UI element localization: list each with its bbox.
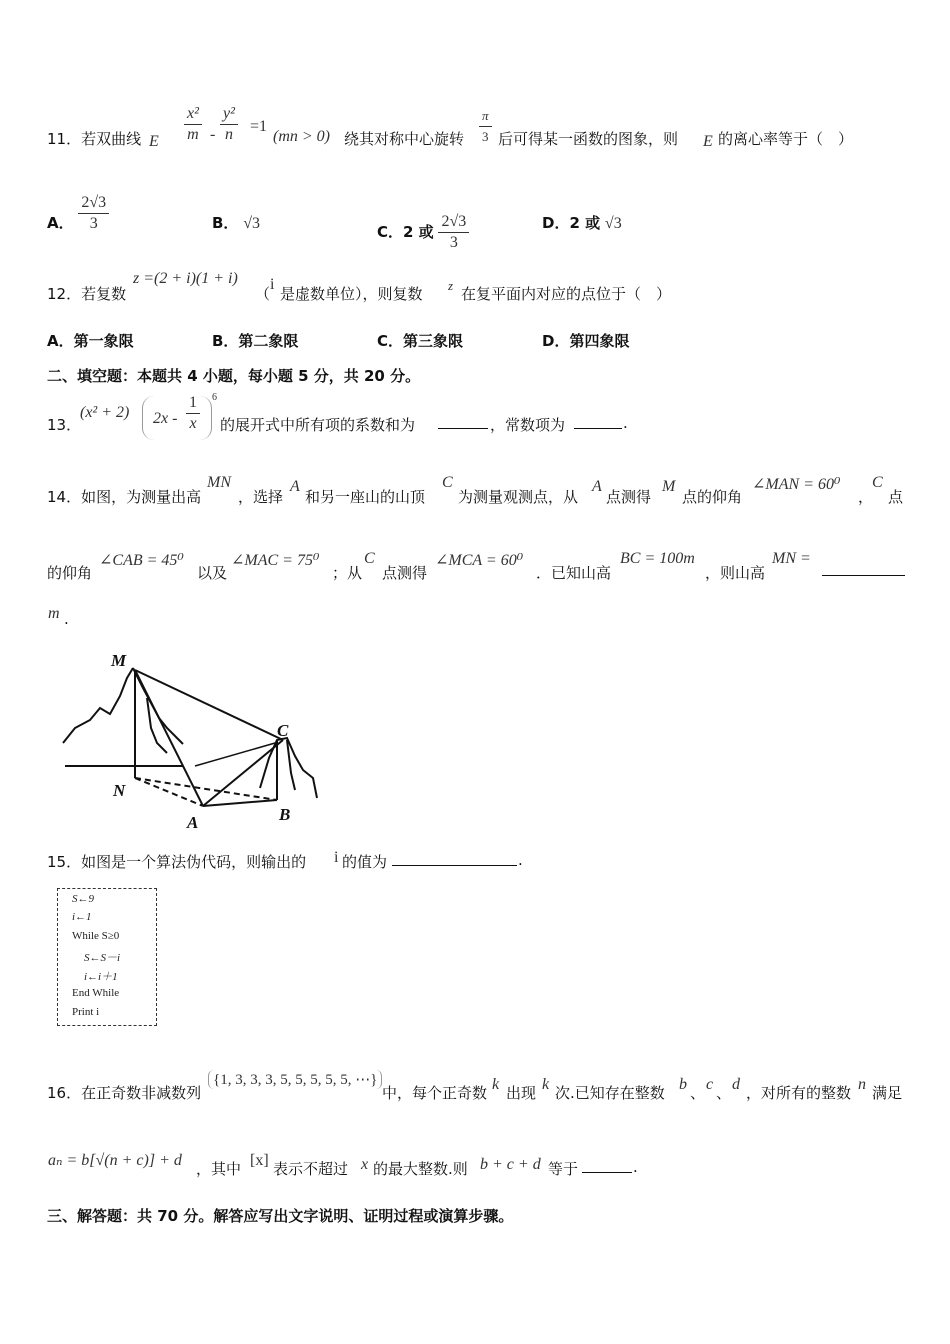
q16-t7: ，其中 xyxy=(196,1160,242,1178)
q11-eq1: =1 xyxy=(250,118,268,135)
q14-angle2: ∠CAB = 45⁰ xyxy=(99,552,184,569)
q12-z: z xyxy=(448,278,454,293)
q14-t4: 为测量观测点，从 xyxy=(458,488,579,506)
line-NB xyxy=(135,778,277,800)
q16-sequence: {1, 3, 3, 3, 5, 5, 5, 5, 5, ⋯} xyxy=(208,1070,382,1089)
q16-t9: 的最大整数.则 xyxy=(373,1160,468,1178)
q13-num: 13． xyxy=(47,416,82,434)
q16-n: n xyxy=(858,1076,866,1093)
q12-end: 在复平面内对应的点位于（ ） xyxy=(461,285,672,303)
q16-formula-an: aₙ = b[√(n + c)] + d xyxy=(48,1152,182,1169)
q11-option-c[interactable] xyxy=(377,212,469,253)
q11-minus: - xyxy=(210,126,216,143)
q15-i: i xyxy=(334,849,339,866)
label-B: B xyxy=(279,805,291,824)
q11-frac-x: $\frac{\text{x²}}{m}$ xyxy=(184,104,202,145)
q11-option-a[interactable] xyxy=(47,194,109,234)
q16-c: c xyxy=(706,1076,714,1093)
q12-option-c[interactable]: C．第三象限 xyxy=(377,332,464,350)
code-line: End While xyxy=(72,987,120,999)
label-A: A xyxy=(187,813,199,832)
q11-prefix: 11．若双曲线 xyxy=(47,130,142,148)
q14-t11: ；从 xyxy=(332,564,363,582)
q13-text2: ，常数项为 xyxy=(490,416,566,434)
q15-pseudocode-box xyxy=(57,888,157,1026)
q14-t13: ．已知山高 xyxy=(536,564,612,582)
q11-optD-val: √3 xyxy=(604,215,622,232)
q12-option-d[interactable]: D．第四象限 xyxy=(542,332,630,350)
q16-d: d xyxy=(732,1076,740,1093)
q16-t4: 次.已知存在整数 xyxy=(555,1084,665,1102)
q14-end: . xyxy=(64,610,69,628)
q11-optB-val: √3 xyxy=(243,215,260,232)
q11-E2: E xyxy=(703,133,713,150)
label-N: N xyxy=(113,781,126,800)
q14-t2: ，选择 xyxy=(238,488,284,506)
q15-text: 15．如图是一个算法伪代码，则输出的 xyxy=(47,853,307,871)
q14-unit: m xyxy=(48,605,60,622)
q13-factor2: 2x - xyxy=(153,410,178,427)
q14-A: A xyxy=(290,478,300,495)
q16-t1: 16．在正奇数非减数列 xyxy=(47,1084,202,1102)
code-line: i←i＋1 xyxy=(84,971,118,983)
label-M: M xyxy=(111,651,127,670)
q11-frac-y: $\frac{\text{y²}}{n}$ xyxy=(220,104,238,145)
q16-t8: 表示不超过 xyxy=(273,1160,349,1178)
q14-mountain-figure xyxy=(55,648,355,833)
left-mountain-slope xyxy=(63,668,133,743)
line-MA xyxy=(135,670,203,806)
q12-formula: z =(2 + i)(1 + i) xyxy=(133,270,238,287)
code-line: S←9 xyxy=(72,893,94,905)
q11-optC-frac: $\frac{2√3}{3}$ xyxy=(438,212,469,253)
q13-frac: $\frac{1}{x}$ xyxy=(186,393,200,434)
q14-A2: A xyxy=(592,478,602,495)
q11-mid2: 后可得某一函数的图象，则 xyxy=(498,130,679,148)
q16-x: x xyxy=(361,1156,369,1173)
q14-C2: C xyxy=(872,474,883,491)
q11-option-b[interactable] xyxy=(212,212,260,233)
q14-angle3: ∠MAC = 75⁰ xyxy=(231,552,320,569)
q14-t14: ，则山高 xyxy=(705,564,766,582)
q12-i: i xyxy=(270,276,275,293)
q13-blank-1[interactable] xyxy=(438,414,488,429)
section-2-heading: 二、填空题：本题共 4 小题，每小题 5 分，共 20 分。 xyxy=(47,367,421,385)
q15-end: . xyxy=(518,851,523,869)
q13-factor1: (x² + 2) xyxy=(80,404,130,421)
q11-option-d[interactable] xyxy=(542,212,622,233)
q15-blank[interactable] xyxy=(392,851,517,866)
line-AB xyxy=(203,800,277,806)
q11-cond: (mn > 0) xyxy=(273,128,331,145)
line-NA xyxy=(135,778,203,806)
q14-bc: BC = 100m xyxy=(620,550,695,567)
q11-E: E xyxy=(149,133,159,150)
q16-k: k xyxy=(492,1076,500,1093)
code-line: S←S－i xyxy=(84,952,121,964)
option-label: B． xyxy=(212,214,239,232)
section-3-heading: 三、解答题：共 70 分。解答应写出文字说明、证明过程或演算步骤。 xyxy=(47,1207,514,1225)
label-C: C xyxy=(277,721,289,740)
q16-sum: b + c + d xyxy=(480,1156,541,1173)
q12-option-b[interactable]: B．第二象限 xyxy=(212,332,299,350)
q14-C: C xyxy=(442,474,453,491)
q14-t10: 以及 xyxy=(197,564,228,582)
q14-t6: 点的仰角 xyxy=(682,488,743,506)
code-line: Print i xyxy=(72,1006,100,1018)
q12-option-a[interactable]: A．第一象限 xyxy=(47,332,134,350)
q11-end: 的离心率等于（ ） xyxy=(718,130,854,148)
q16-floor: [x] xyxy=(250,1152,269,1169)
q11-pi-3: $\frac{\pi}{3}$ xyxy=(479,106,492,147)
q16-k2: k xyxy=(542,1076,550,1093)
q14-t5: 点测得 xyxy=(606,488,652,506)
q16-b: b xyxy=(679,1076,687,1093)
q16-end: . xyxy=(633,1158,638,1176)
horizon-right xyxy=(195,743,275,766)
q14-t9: 的仰角 xyxy=(47,564,93,582)
q12-stem xyxy=(47,283,126,304)
q14-t12: 点测得 xyxy=(382,564,428,582)
q16-t3: 出现 xyxy=(506,1084,537,1102)
q11-optA-frac: $\frac{2√3}{3}$ xyxy=(78,193,109,234)
option-label: C．2 或 xyxy=(377,223,434,241)
q14-t7: ， xyxy=(858,488,874,506)
q13-exp: 6 xyxy=(212,392,217,403)
q16-t2: 中，每个正奇数 xyxy=(382,1084,488,1102)
q14-MN: MN xyxy=(207,474,231,491)
q14-mn-eq: MN = xyxy=(772,550,811,567)
q16-sep2: 、 xyxy=(716,1084,732,1102)
q14-angle1: ∠MAN = 60⁰ xyxy=(752,476,841,493)
q14-blank[interactable] xyxy=(822,561,905,576)
code-line: While S≥0 xyxy=(72,930,120,942)
q16-t10: 等于 xyxy=(548,1160,579,1178)
q12-mid: 是虚数单位），则复数 xyxy=(280,285,423,303)
line-AC xyxy=(203,740,283,806)
q14-C3: C xyxy=(364,550,375,567)
q14-angle4: ∠MCA = 60⁰ xyxy=(435,552,524,569)
q13-text1: 的展开式中所有项的系数和为 xyxy=(220,416,416,434)
q14-t1: 14．如图，为测量出高 xyxy=(47,488,202,506)
line-MC xyxy=(135,670,283,740)
q13-blank-2[interactable] xyxy=(574,414,622,429)
q16-t6: 满足 xyxy=(872,1084,903,1102)
code-line: i←1 xyxy=(72,911,92,923)
q16-sep1: 、 xyxy=(690,1084,706,1102)
q16-t5: ，对所有的整数 xyxy=(746,1084,852,1102)
option-label: D．2 或 xyxy=(542,214,601,232)
q14-M: M xyxy=(662,478,676,495)
q15-text2: 的值为 xyxy=(342,853,388,871)
q12-paren: （ xyxy=(255,285,271,303)
q14-t8: 点 xyxy=(888,488,904,506)
q12-prefix: 12．若复数 xyxy=(47,285,127,303)
q11-mid: 绕其对称中心旋转 xyxy=(344,130,465,148)
option-label: A． xyxy=(47,214,74,232)
q16-blank[interactable] xyxy=(582,1158,632,1173)
q13-end: . xyxy=(623,414,628,432)
q14-t3: 和另一座山的山顶 xyxy=(305,488,426,506)
